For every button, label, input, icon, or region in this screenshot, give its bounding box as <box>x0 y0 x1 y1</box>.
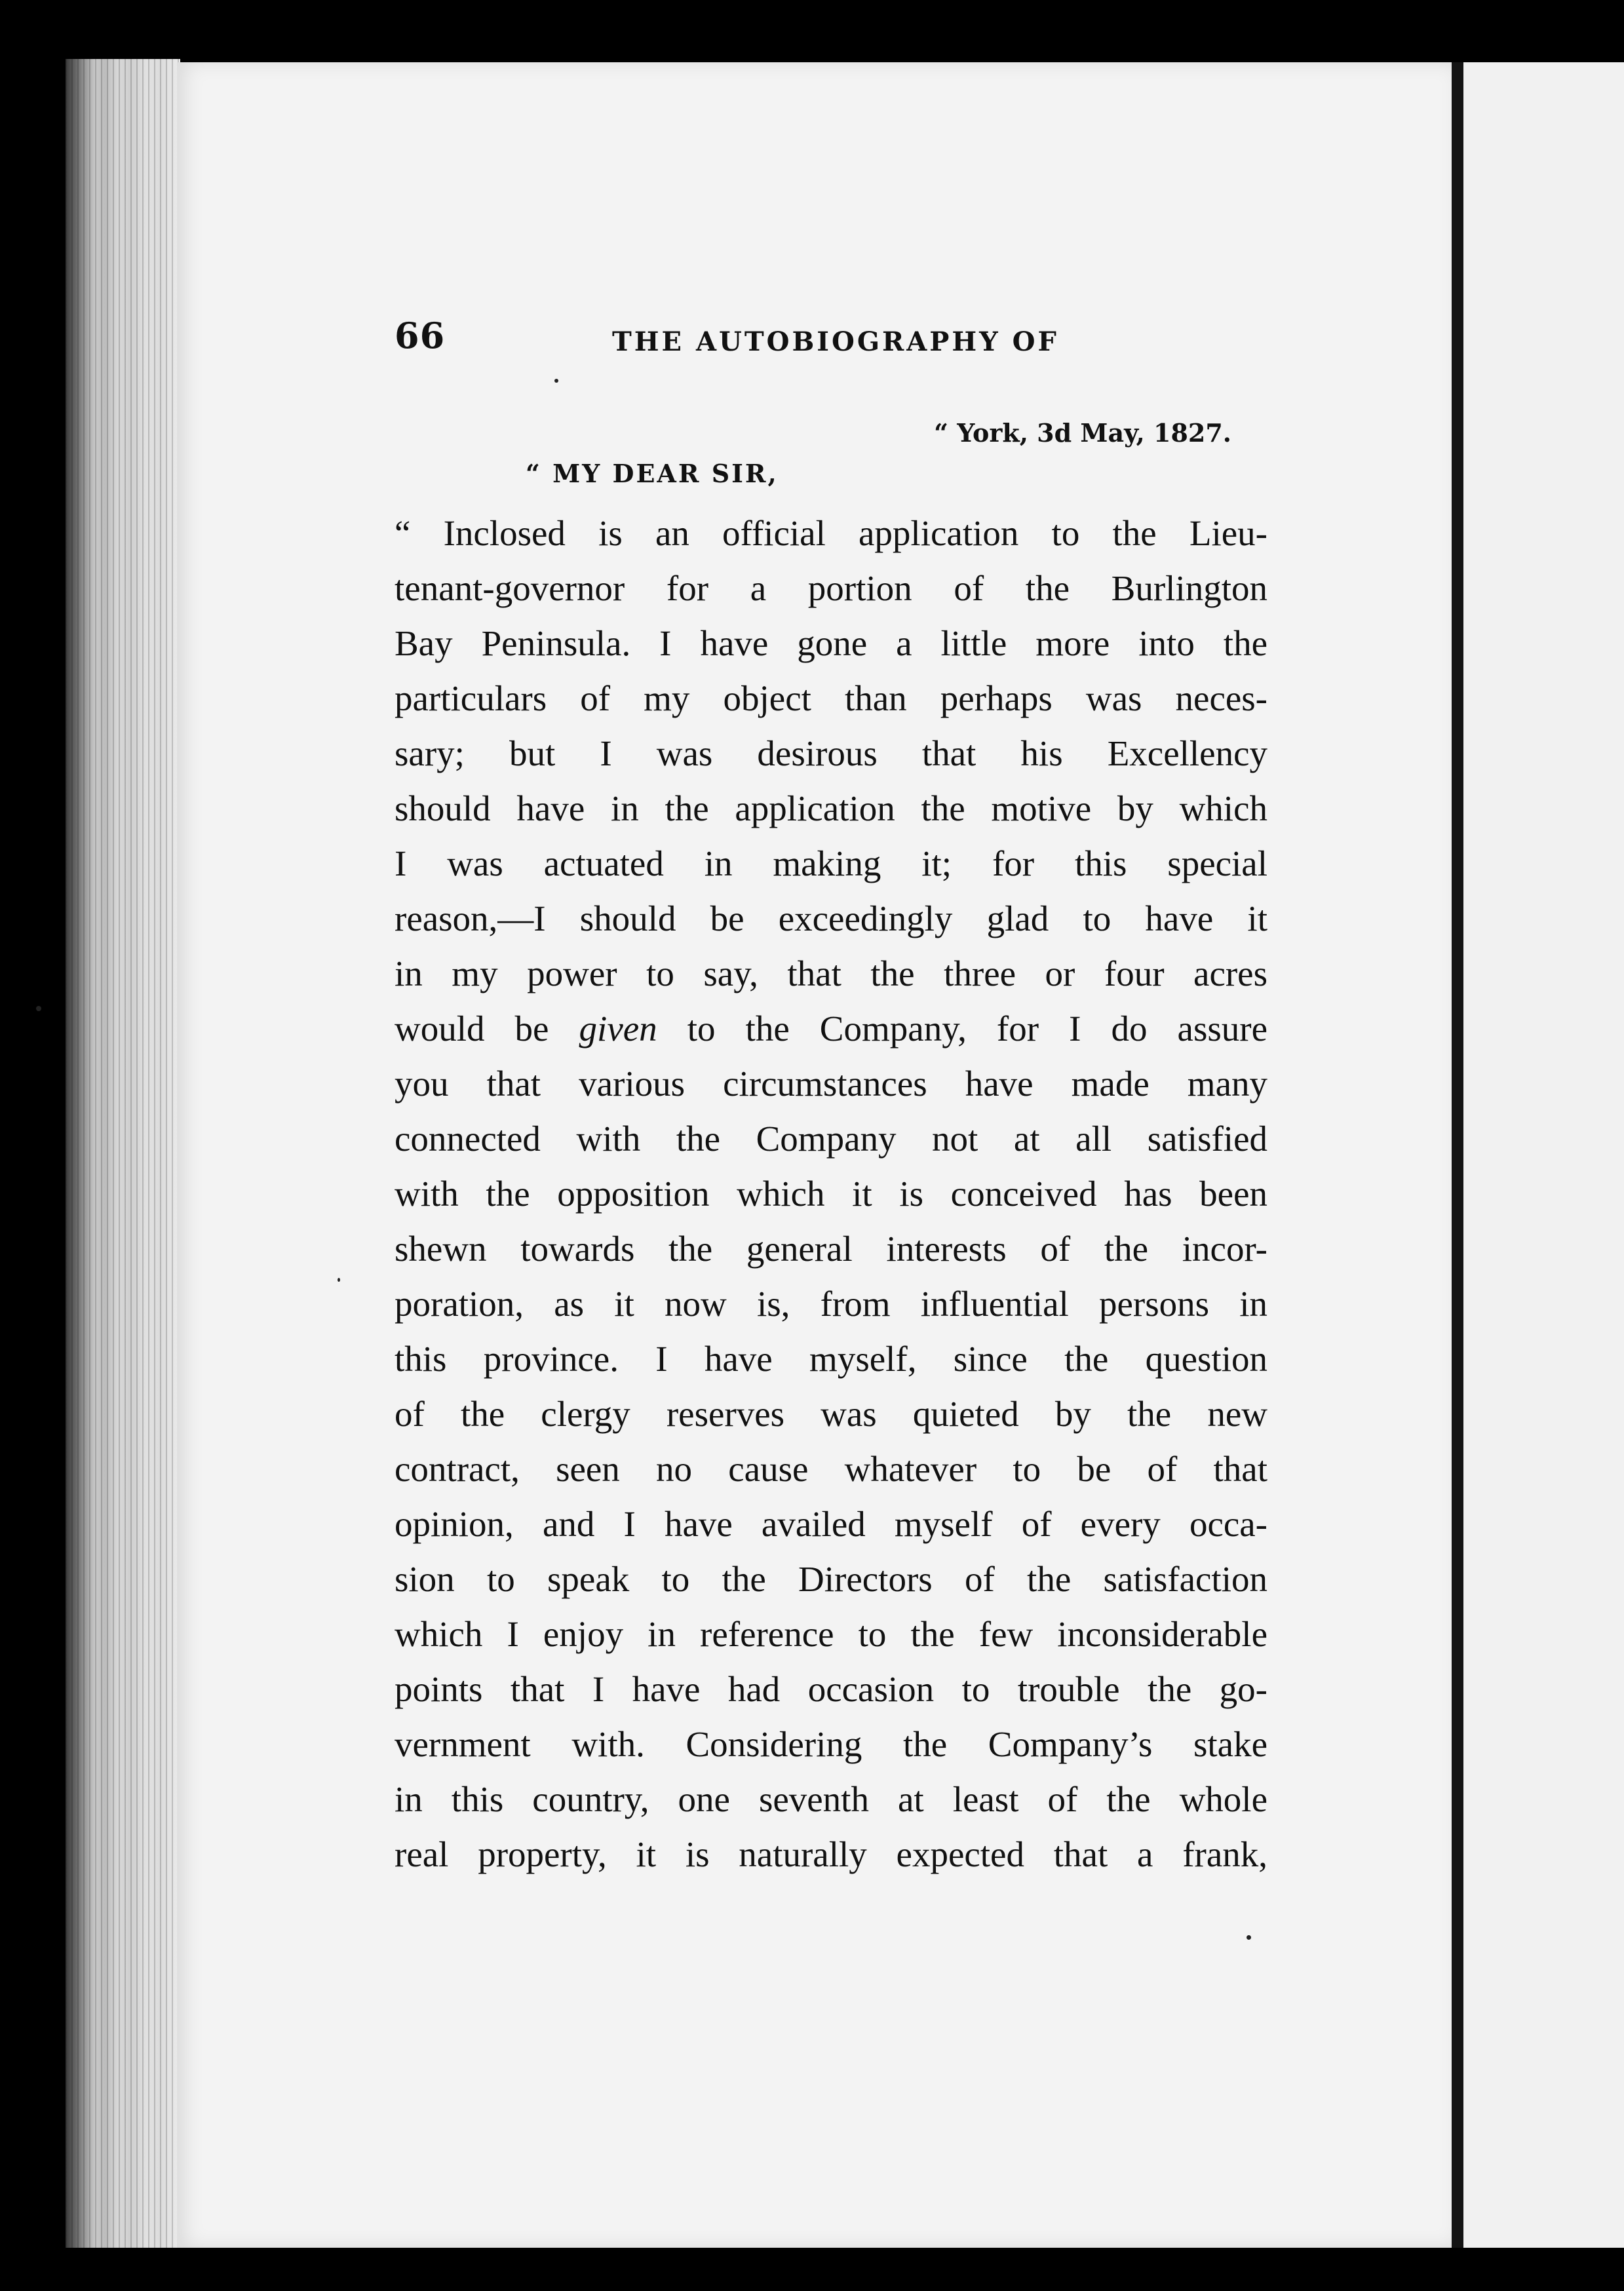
facing-page-edge <box>1463 62 1624 2248</box>
text-line: this province. I have myself, since the question <box>395 1339 1267 1379</box>
text-line: you that various circumstances have made many <box>395 1064 1267 1104</box>
emphasized-word: given <box>579 1009 657 1049</box>
text-line: which I enjoy in reference to the few inconsiderable <box>395 1614 1267 1654</box>
text-line: poration, as it now is, from influential persons in <box>395 1284 1267 1324</box>
letter-body <box>395 506 1267 1882</box>
scan-speck <box>554 379 558 383</box>
text-line: reason,—I should be exceedingly glad to have it <box>395 898 1267 938</box>
text-line: real property, it is naturally expected that a frank, <box>395 1834 1267 1874</box>
text-line: of the clergy reserves was quieted by the new <box>395 1394 1267 1434</box>
text-line: contract, seen no cause whatever to be of that <box>395 1449 1267 1489</box>
scan-speck <box>36 1006 41 1011</box>
page-text-block <box>395 315 1267 1874</box>
text-line: sion to speak to the Directors of the satisfaction <box>395 1559 1267 1599</box>
running-head <box>395 315 1267 367</box>
text-line: tenant-governor for a portion of the Burlington <box>395 568 1267 608</box>
scan-speck <box>338 1278 340 1282</box>
running-title: THE AUTOBIOGRAPHY OF <box>612 326 1059 357</box>
page-number: 66 <box>395 315 446 356</box>
text-line: points that I have had occasion to trouble the go- <box>395 1669 1267 1709</box>
scan-speck <box>1247 1935 1251 1940</box>
letter-salutation: “ MY DEAR SIR, <box>526 459 779 488</box>
book-page-edges <box>66 59 180 2248</box>
text-line: opinion, and I have availed myself of every occa- <box>395 1504 1267 1544</box>
text-line: connected with the Company not at all satisfied <box>395 1119 1267 1159</box>
text-line: should have in the application the motive by which <box>395 788 1267 828</box>
text-line: “ Inclosed is an official application to the Lieu- <box>395 513 1267 553</box>
text-line: Bay Peninsula. I have gone a little more into the <box>395 623 1267 663</box>
text-line: in my power to say, that the three or four acres <box>395 953 1267 993</box>
text-line: would be given to the Company, for I do assure <box>395 1009 1267 1049</box>
book-gutter <box>1452 62 1463 2248</box>
text-line: in this country, one seventh at least of the whole <box>395 1779 1267 1819</box>
text-line: particulars of my object than perhaps was neces- <box>395 678 1267 718</box>
text-line: sary; but I was desirous that his Excellency <box>395 733 1267 773</box>
text-line: shewn towards the general interests of the incor- <box>395 1229 1267 1269</box>
text-line: with the opposition which it is conceived has been <box>395 1174 1267 1214</box>
letter-dateline: “ York, 3d May, 1827. <box>934 418 1231 448</box>
text-line: I was actuated in making it; for this special <box>395 843 1267 883</box>
text-line: vernment with. Considering the Company’s stake <box>395 1724 1267 1764</box>
